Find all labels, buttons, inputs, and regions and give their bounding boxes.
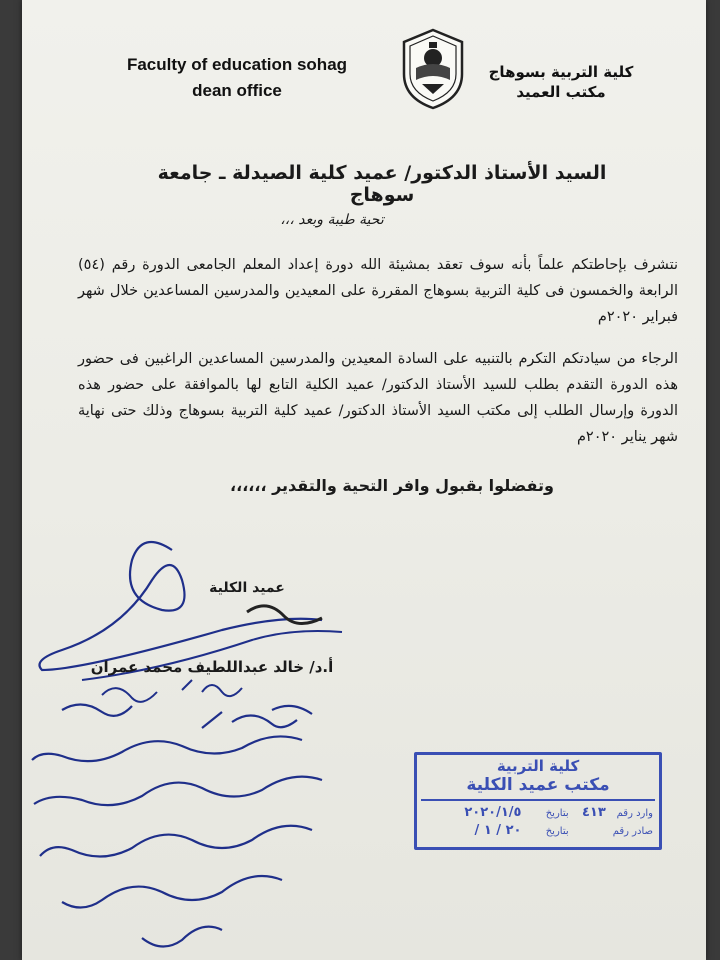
handwritten-signature [22, 520, 382, 730]
incoming-label: وارد رقم [616, 808, 653, 819]
incoming-stamp [414, 752, 662, 850]
arabic-letterhead [476, 62, 646, 102]
outgoing-date: ٢٠ / ١ / [474, 823, 522, 838]
signatory-name: أ.د/ خالد عبداللطيف محمد عمران [90, 658, 334, 676]
arabic-office-name: مكتب العميد [516, 83, 606, 101]
outgoing-date-label: بتاريخ [545, 826, 569, 837]
english-letterhead [122, 52, 352, 104]
signatory-title: عميد الكلية [209, 580, 285, 596]
incoming-date: ٢٠٢٠/١/٥ [464, 805, 522, 820]
stamp-office-name: مكتب عميد الكلية [466, 775, 610, 795]
letter-closing: وتفضلوا بقبول وافر التحية والتقدير ،،،،،، [230, 476, 554, 495]
letter-paragraph-2: الرجاء من سيادتكم التكرم بالتنبيه على السادة المعيدين والمدرسين المساعدين الراغبين فى حضور هذه الدورة التقدم بطلب للسيد الأستاذ الدكتور/ عميد الكلية التابع لها بالموافقة على حضور هذه الدورة وإرسال الطلب إلى مكتب السيد الأستاذ الدكتور/ عميد كلية التربية بسوهاج وذلك حتى نهاية شهر يناير ٢٠٢٠م [78, 351, 678, 445]
stamp-faculty-name: كلية التربية [496, 757, 580, 775]
university-seal-logo [400, 28, 466, 110]
stamp-incoming-row [464, 805, 653, 820]
english-office-name: dean office [192, 81, 282, 100]
outgoing-label: صادر رقم [612, 826, 653, 837]
letter-greeting: تحية طيبة وبعد ،،، [280, 212, 384, 228]
stamp-divider [421, 799, 655, 801]
letter-paper [22, 0, 706, 960]
letter-paragraph-1: نتشرف بإحاطتكم علماً بأنه سوف تعقد بمشيئة الله دورة إعداد المعلم الجامعى الدورة رقم (٥٤) الرابعة والخمسون فى كلية التربية بسوهاج المقررة على المعيدين والمدرسين المساعدين خلال شهر فبراير ٢٠٢٠م [78, 257, 678, 325]
incoming-number: ٤١٣ [582, 805, 606, 820]
incoming-date-label: بتاريخ [545, 808, 569, 819]
handwritten-note [22, 700, 382, 960]
arabic-faculty-name: كلية التربية بسوهاج [488, 63, 634, 81]
stamp-outgoing-row [475, 823, 653, 838]
english-faculty-name: Faculty of education sohag [126, 55, 348, 74]
letter-addressee: السيد الأستاذ الدكتور/ عميد كلية الصيدلة ـ جامعة سوهاج [157, 162, 607, 206]
